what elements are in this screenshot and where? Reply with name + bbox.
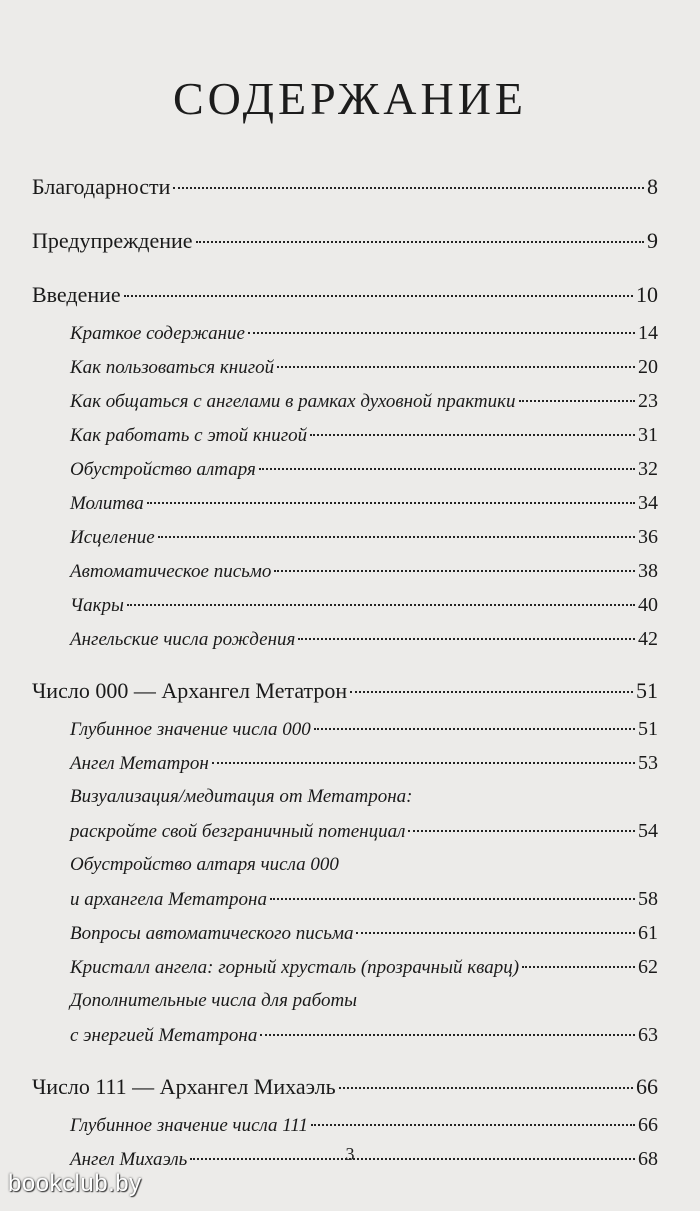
- dot-leader: [158, 536, 635, 538]
- toc-subentry-page: 31: [638, 424, 658, 446]
- toc-subentry-label: Автоматическое письмо: [70, 561, 272, 582]
- toc-subentry-label: Ангел Метатрон: [70, 753, 209, 774]
- dot-leader: [274, 570, 635, 572]
- toc-subentry-page: 34: [638, 492, 658, 514]
- toc-subentry-page: 54: [638, 820, 658, 842]
- dot-leader: [310, 434, 635, 436]
- toc-entry-page: 10: [636, 282, 658, 307]
- toc-entry-page: 51: [636, 678, 658, 703]
- toc-subentry-line: Визуализация/медитация от Метатрона:: [70, 786, 413, 807]
- toc-subentry-label: и архангела Метатрона: [70, 889, 267, 910]
- toc-subentry-label: Краткое содержание: [70, 323, 245, 344]
- toc-entry-label: Число 111 — Архангел Михаэль: [32, 1074, 336, 1099]
- toc-subentry-page: 66: [638, 1114, 658, 1136]
- toc-subentry: [32, 588, 658, 622]
- toc-subentry-label: раскройте свой безграничный потенциал: [70, 821, 406, 842]
- toc-subentry-label: Глубинное значение числа 111: [70, 1115, 308, 1136]
- dot-leader: [196, 241, 644, 243]
- toc-subentry-page: 14: [638, 322, 658, 344]
- toc-subentry-label: Молитва: [70, 493, 144, 514]
- toc-subentry-label: Как пользоваться книгой: [70, 357, 275, 378]
- dot-leader: [339, 1087, 633, 1089]
- page-title: СОДЕРЖАНИЕ: [172, 73, 528, 124]
- page-number: 3: [345, 1144, 355, 1164]
- toc-entry-page: 9: [647, 228, 658, 253]
- toc-subentry: [32, 316, 658, 350]
- dot-leader: [124, 295, 633, 297]
- toc-subentry-label: Исцеление: [70, 527, 155, 548]
- dot-leader: [259, 468, 635, 470]
- toc-subentry: [32, 452, 658, 486]
- toc-subentry-page: 40: [638, 594, 658, 616]
- toc-subentry: [32, 350, 658, 384]
- toc-subentry-page: 38: [638, 560, 658, 582]
- toc-subentry-page: 20: [638, 356, 658, 378]
- toc-subentry-label: Кристалл ангела: горный хрусталь (прозрачный кварц): [70, 957, 520, 978]
- dot-leader: [277, 366, 635, 368]
- toc-subentry: [32, 520, 658, 554]
- dot-leader: [356, 932, 635, 934]
- dot-leader: [270, 898, 635, 900]
- toc-subentry-line: Обустройство алтаря числа 000: [70, 854, 339, 875]
- toc-subentry-page: 61: [638, 922, 658, 944]
- dot-leader: [260, 1034, 635, 1036]
- dot-leader: [408, 830, 635, 832]
- dot-leader: [173, 187, 644, 189]
- toc-subentry-page: 53: [638, 752, 658, 774]
- dot-leader: [519, 400, 635, 402]
- toc-subentry-label: Как общаться с ангелами в рамках духовной практики: [70, 391, 516, 412]
- dot-leader: [212, 762, 635, 764]
- toc-subentry-label: Ангел Михаэль: [70, 1149, 188, 1170]
- toc-subentry-label: Чакры: [70, 595, 124, 616]
- site-watermark: bookclub.by: [8, 1170, 142, 1197]
- toc-subentry-label: с энергией Метатрона: [70, 1025, 258, 1046]
- toc-subentry-line: Дополнительные числа для работы: [70, 990, 358, 1011]
- toc-subentry-page: 36: [638, 526, 658, 548]
- toc-subentry: [32, 384, 658, 418]
- toc-entry-label: Число 000 — Архангел Метатрон: [32, 678, 348, 703]
- toc-subentry-page: 58: [638, 888, 658, 910]
- toc-subentry: [32, 486, 658, 520]
- toc-subentry-page: 63: [638, 1024, 658, 1046]
- toc-subentry: [32, 746, 658, 780]
- toc-subentry: [32, 622, 658, 656]
- toc-entry-page: 66: [636, 1074, 658, 1099]
- toc-subentry: [32, 1108, 658, 1142]
- toc-subentry-label: Обустройство алтаря: [70, 459, 256, 480]
- toc-entry: [32, 274, 658, 316]
- dot-leader: [311, 1124, 635, 1126]
- toc-entry-label: Введение: [32, 282, 121, 307]
- toc-subentry: [32, 916, 658, 950]
- toc-entry: [32, 166, 658, 208]
- toc-subentry: [32, 418, 658, 452]
- toc-subentry-label: Ангельские числа рождения: [70, 629, 296, 650]
- toc-subentry-label: Глубинное значение числа 000: [70, 719, 311, 740]
- toc-subentry: [32, 814, 658, 848]
- toc-subentry-label: Как работать с этой книгой: [70, 425, 308, 446]
- dot-leader: [350, 691, 633, 693]
- dot-leader: [522, 966, 635, 968]
- dot-leader: [147, 502, 635, 504]
- table-of-contents: [32, 166, 658, 1176]
- dot-leader: [248, 332, 635, 334]
- dot-leader: [314, 728, 635, 730]
- toc-subentry-page: 42: [638, 628, 658, 650]
- toc-entry-label: Благодарности: [32, 174, 171, 199]
- toc-subentry: [32, 554, 658, 588]
- toc-subentry-page: 68: [638, 1148, 658, 1170]
- toc-subentry-page: 23: [638, 390, 658, 412]
- toc-subentry: [32, 950, 658, 984]
- toc-subentry-page: 32: [638, 458, 658, 480]
- toc-subentry-label: Вопросы автоматического письма: [70, 923, 354, 944]
- toc-entry: [32, 1066, 658, 1108]
- toc-entry-label: Предупреждение: [32, 228, 193, 253]
- toc-subentry-page: 51: [638, 718, 658, 740]
- toc-entry-page: 8: [647, 174, 658, 199]
- toc-subentry: [32, 1018, 658, 1052]
- toc-entry: [32, 670, 658, 712]
- dot-leader: [298, 638, 635, 640]
- toc-entry: [32, 220, 658, 262]
- toc-subentry: [32, 712, 658, 746]
- dot-leader: [127, 604, 635, 606]
- toc-subentry-page: 62: [638, 956, 658, 978]
- toc-subentry: [32, 882, 658, 916]
